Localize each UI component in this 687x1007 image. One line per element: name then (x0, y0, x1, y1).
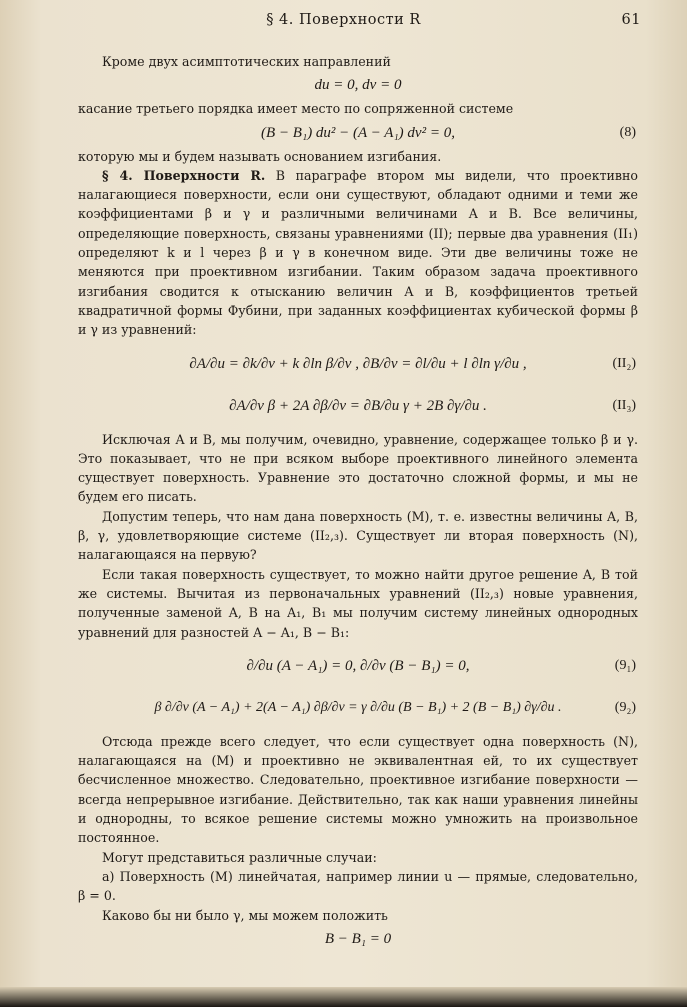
equation-tag: (9₁) (614, 657, 636, 673)
paragraph-1: Кроме двух асимптотических направлений (102, 54, 391, 69)
equation-8 (78, 121, 638, 145)
paragraph-11: Каково бы ни было γ, мы можем положить (102, 907, 388, 923)
equation-9-2 (78, 690, 638, 726)
paragraph-6: Допустим теперь, что нам дана поверхность (M), т. е. известны величины A, B, β, γ, удовлетворяющие системе (II₂,₃). Существует ли вторая поверхность (N), налагающаяся на первую? (78, 508, 638, 563)
running-title: § 4. Поверхности R (266, 12, 421, 28)
equation-9-1 (78, 648, 638, 684)
paragraph-8: Отсюда прежде всего следует, что если существует одна поверхность (N), налагающаяся на (M) и проективно не эквивалентная ей, то их существует бесчисленное множество. Следовательно, проективное изгибание поверхности — всегда непрерывное изгибание. Действительно, так как наши уравнения линейны и однородны, то всякое решение системы можно умножить на произвольное постоянное. (78, 733, 638, 846)
page-body (78, 52, 638, 953)
paragraph-4-text: В параграфе втором мы видели, что проективно налагающиеся поверхности, если они существуют, обладают одними и теми же коэффициентами β и γ и различными величинами A и B. Все величины, определяющие поверхность, связаны уравнениями (II); первые два уравнения (II₁) определяют k и l через β и γ в конечном виде. Эти две величины тоже не меняются при проективном изгибании. Таким образом задача проективного изгибания сводится к отысканию величин A и B, коэффициентов третьей квадратичной формы Фубини, при заданных коэффициентах кубической формы β и γ из уравнений: (78, 167, 638, 338)
equation-text: B − B₁ = 0 (324, 930, 392, 947)
equation-text: du = 0, dv = 0 (314, 77, 402, 94)
page-header (30, 12, 657, 36)
equation-tag: (II₃) (612, 397, 636, 413)
page-number: 61 (621, 12, 641, 28)
equation-tag: (8) (619, 124, 636, 140)
paragraph-7: Если такая поверхность существует, то можно найти другое решение A, B той же системы. Вычитая из первоначальных уравнений (II₂,₃) новые уравнения, полученные заменой A, B на A₁, B₁ мы получим систему линейных однородных уравнений для разностей A − A₁, B − B₁: (78, 566, 638, 640)
paragraph-5: Исключая A и B, мы получим, очевидно, уравнение, содержащее только β и γ. Это показывает, что не при всяком выборе проективного линейного элемента существует поверхность. Уравнение это достаточно сложной формы, и мы не будем его писать. (78, 431, 638, 505)
paragraph-9: Могут представиться различные случаи: (102, 849, 377, 865)
equation-text: (B − B₁) du² − (A − A₁) dv² = 0, (261, 124, 455, 141)
equation-text: ∂/∂u (A − A₁) = 0, ∂/∂v (B − B₁) = 0, (246, 657, 470, 674)
paragraph-10: а) Поверхность (M) линейчатая, например линии u — прямые, следовательно, β = 0. (78, 868, 638, 904)
paragraph-3: которую мы и будем называть основанием изгибания. (78, 148, 442, 164)
page-bottom-edge (0, 987, 687, 1007)
paragraph-4 (78, 166, 638, 340)
equation-text: β ∂/∂v (A − A₁) + 2(A − A₁) ∂β/∂v = γ ∂/∂u (B − B₁) + 2 (B − B₁) ∂γ/∂u . (154, 699, 562, 715)
section-heading: § 4. Поверхности R. (102, 167, 266, 183)
equation-tag: (II₂) (612, 355, 636, 371)
equation-II3 (78, 388, 638, 424)
equation-last (78, 927, 638, 951)
equation-tag: (9₂) (614, 699, 636, 715)
equation-text: ∂A/∂v β + 2A ∂β/∂v = ∂B/∂u γ + 2B ∂γ/∂u . (229, 397, 487, 414)
equation-II2 (78, 346, 638, 382)
equation-asymptotic (78, 73, 638, 97)
paragraph-2: касание третьего порядка имеет место по сопряженной системе (78, 101, 514, 117)
equation-text: ∂A/∂u = ∂k/∂v + k ∂ln β/∂v , ∂B/∂v = ∂l/∂u + l ∂ln γ/∂u , (189, 355, 527, 372)
